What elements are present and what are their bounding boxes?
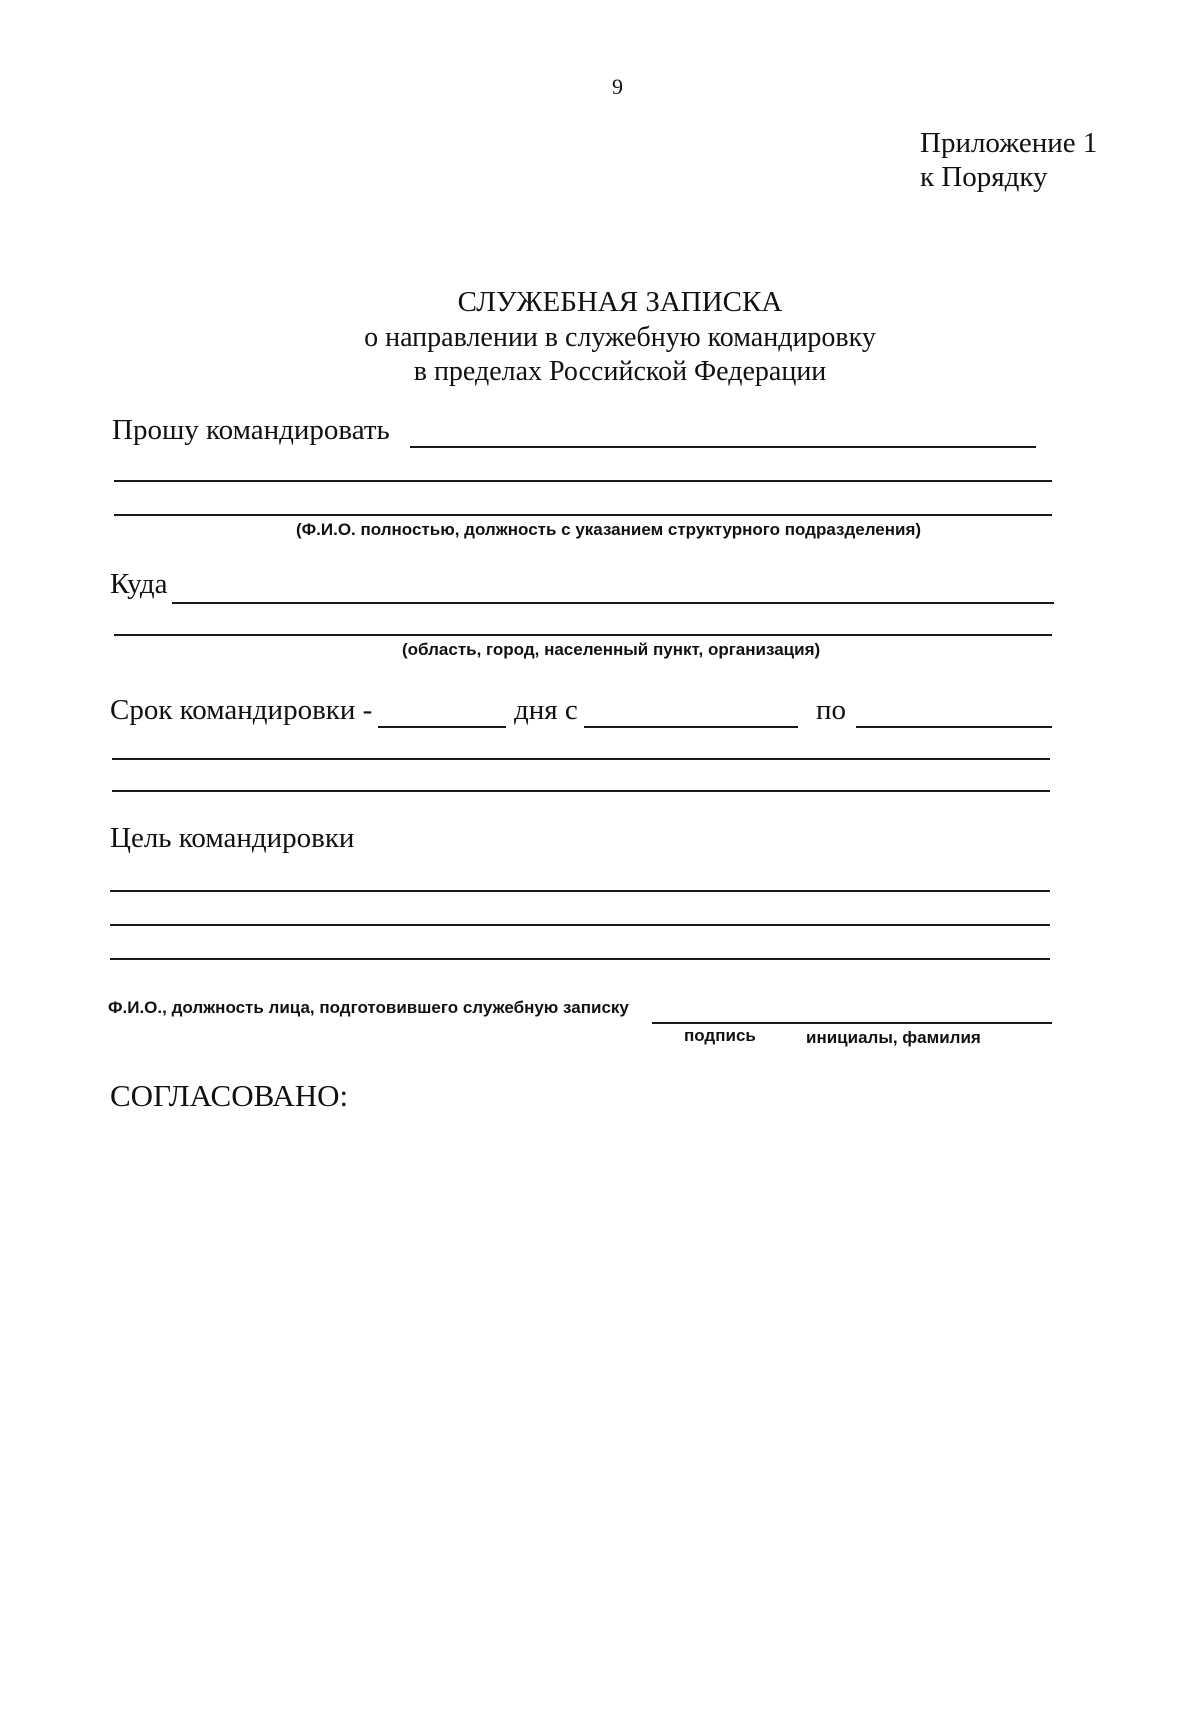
trip-term-line-2[interactable] xyxy=(112,758,1050,760)
signature-caption: подпись xyxy=(684,1026,756,1045)
trip-purpose-line-3[interactable] xyxy=(110,958,1050,960)
document-subtitle-line-2: в пределах Российской Федерации xyxy=(413,356,827,387)
trip-to-label: по xyxy=(816,694,847,726)
annex-line-1: Приложение 1 xyxy=(920,127,1098,159)
agreed-heading: СОГЛАСОВАНО: xyxy=(110,1078,349,1113)
second-employee-line-3[interactable] xyxy=(114,514,1052,516)
trip-start-date-input[interactable] xyxy=(584,726,798,728)
trip-purpose-label: Цель командировки xyxy=(110,822,355,854)
second-employee-line-1[interactable] xyxy=(410,446,1036,448)
destination-hint: (область, город, населенный пункт, организация) xyxy=(402,640,821,659)
trip-purpose-line-1[interactable] xyxy=(110,890,1050,892)
page-number: 9 xyxy=(612,74,623,99)
trip-term-label: Срок командировки - xyxy=(110,694,373,726)
second-employee-hint: (Ф.И.О. полностью, должность с указанием структурного подразделения) xyxy=(296,520,922,539)
trip-end-date-input[interactable] xyxy=(856,726,1052,728)
second-employee-label: Прошу командировать xyxy=(112,414,390,446)
document-subtitle-line-1: о направлении в служебную командировку xyxy=(364,322,876,353)
name-caption: инициалы, фамилия xyxy=(806,1028,981,1047)
document-title: СЛУЖЕБНАЯ ЗАПИСКА xyxy=(457,286,783,318)
destination-line-1[interactable] xyxy=(172,602,1054,604)
destination-line-2[interactable] xyxy=(114,634,1052,636)
trip-term-line-3[interactable] xyxy=(112,790,1050,792)
prepared-by-label: Ф.И.О., должность лица, подготовившего служебную записку xyxy=(108,998,629,1017)
destination-label: Куда xyxy=(110,568,168,600)
prepared-by-signature-line[interactable] xyxy=(652,1022,1052,1024)
annex-line-2: к Порядку xyxy=(920,161,1048,193)
trip-purpose-line-2[interactable] xyxy=(110,924,1050,926)
second-employee-line-2[interactable] xyxy=(114,480,1052,482)
annex-reference xyxy=(920,126,1097,194)
trip-days-from-label: дня с xyxy=(514,694,578,726)
trip-days-input[interactable] xyxy=(378,726,506,728)
